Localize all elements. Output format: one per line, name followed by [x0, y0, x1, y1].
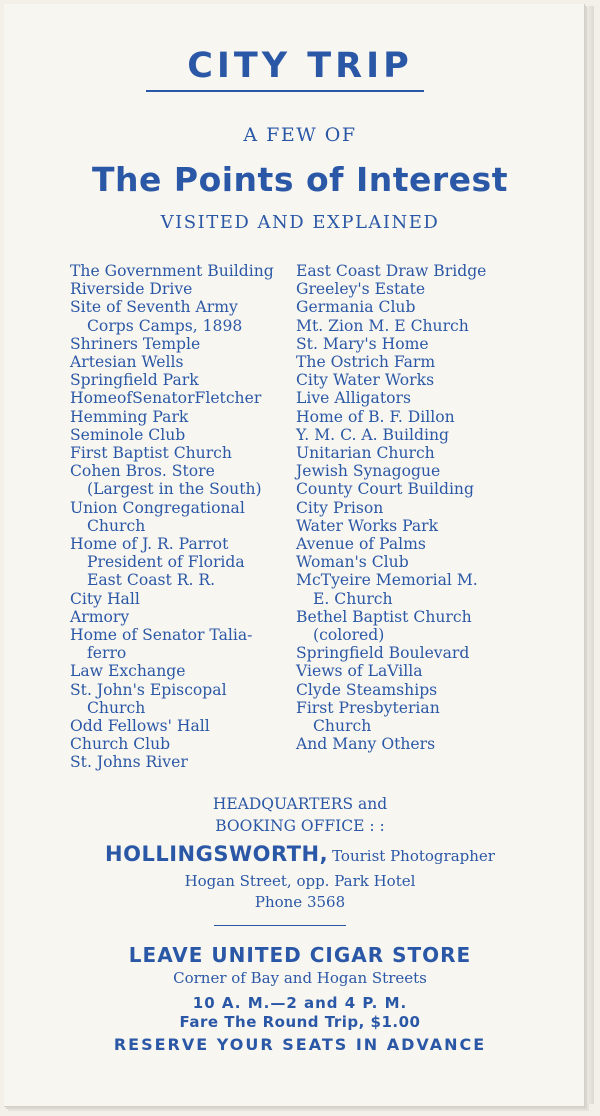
point-of-interest: St. Johns River	[70, 753, 188, 772]
headline: The Points of Interest	[92, 160, 508, 199]
point-of-interest: Greeley's Estate	[296, 280, 426, 299]
point-of-interest: Y. M. C. A. Building	[296, 425, 450, 444]
point-of-interest: Church Club	[70, 735, 171, 754]
point-of-interest: East Coast Draw Bridge	[296, 262, 487, 280]
photographer-name: HOLLINGSWORTH,	[105, 842, 329, 866]
point-of-interest: City Prison	[296, 498, 384, 517]
points-right-column	[296, 262, 511, 753]
point-of-interest: ferro	[87, 644, 127, 663]
departure-times: 10 A. M.—2 and 4 P. M.	[192, 994, 408, 1012]
point-of-interest: Water Works Park	[296, 516, 439, 535]
reserve-notice: RESERVE YOUR SEATS IN ADVANCE	[113, 1035, 487, 1054]
point-of-interest: Mt. Zion M. E Church	[296, 316, 469, 335]
point-of-interest: Shriners Temple	[70, 334, 201, 353]
point-of-interest: Artesian Wells	[70, 353, 184, 372]
points-left-column	[70, 262, 290, 772]
point-of-interest: Germania Club	[296, 298, 416, 317]
point-of-interest: The Ostrich Farm	[296, 353, 436, 372]
point-of-interest: Avenue of Palms	[296, 535, 426, 554]
point-of-interest: Hemming Park	[70, 407, 189, 426]
title-underline	[146, 90, 424, 92]
point-of-interest: Seminole Club	[70, 425, 186, 444]
point-of-interest: Corps Camps, 1898	[87, 316, 243, 335]
point-of-interest: Church	[87, 698, 146, 717]
point-of-interest: Odd Fellows' Hall	[70, 717, 210, 736]
point-of-interest: First Baptist Church	[70, 444, 232, 463]
point-of-interest: County Court Building	[296, 480, 474, 499]
point-of-interest: Springfield Park	[70, 371, 199, 390]
point-of-interest: First Presbyterian	[296, 698, 440, 717]
point-of-interest: Church	[313, 717, 372, 736]
point-of-interest: St. John's Episcopal	[70, 680, 227, 699]
point-of-interest: Bethel Baptist Church	[296, 607, 472, 626]
point-of-interest: Unitarian Church	[296, 444, 435, 463]
fare: Fare The Round Trip, $1.00	[179, 1013, 421, 1031]
headquarters-line: HEADQUARTERS and	[212, 795, 388, 813]
point-of-interest: Riverside Drive	[70, 280, 193, 299]
point-of-interest: Jewish Synagogue	[296, 462, 441, 481]
point-of-interest: City Hall	[70, 589, 140, 608]
point-of-interest: Site of Seventh Army	[70, 298, 238, 317]
point-of-interest: Clyde Steamships	[296, 680, 438, 699]
section-divider	[214, 925, 346, 926]
photographer-role: Tourist Photographer	[332, 847, 495, 865]
point-of-interest: Woman's Club	[296, 553, 409, 572]
point-of-interest: The Government Building	[70, 262, 274, 280]
point-of-interest: McTyeire Memorial M.	[296, 571, 478, 590]
photographer-line	[0, 842, 600, 866]
point-of-interest: East Coast R. R.	[87, 571, 216, 590]
point-of-interest: Union Congregational	[70, 498, 245, 517]
point-of-interest: Live Alligators	[296, 389, 411, 408]
point-of-interest: St. Mary's Home	[296, 334, 429, 353]
point-of-interest: Home of B. F. Dillon	[296, 407, 455, 426]
point-of-interest: Law Exchange	[70, 662, 186, 681]
point-of-interest: E. Church	[313, 589, 393, 608]
office-address: Hogan Street, opp. Park Hotel	[184, 872, 416, 890]
point-of-interest: Armory	[70, 607, 130, 626]
point-of-interest: Home of J. R. Parrot	[70, 535, 229, 554]
point-of-interest: President of Florida	[87, 553, 245, 572]
point-of-interest: Church	[87, 516, 146, 535]
departure-corner: Corner of Bay and Hogan Streets	[173, 969, 427, 987]
point-of-interest: (Largest in the South)	[87, 480, 262, 499]
kicker: A FEW OF	[243, 124, 357, 146]
office-phone: Phone 3568	[254, 893, 346, 911]
booking-office-line: BOOKING OFFICE : :	[215, 817, 385, 835]
point-of-interest: Springfield Boulevard	[296, 644, 470, 663]
point-of-interest: Cohen Bros. Store	[70, 462, 215, 481]
point-of-interest: City Water Works	[296, 371, 435, 390]
title: CITY TRIP	[187, 46, 413, 86]
point-of-interest: (colored)	[313, 626, 385, 645]
point-of-interest: HomeofSenatorFletcher	[70, 389, 262, 408]
point-of-interest: Views of LaVilla	[296, 662, 423, 681]
subhead: VISITED AND EXPLAINED	[160, 212, 440, 233]
point-of-interest: Home of Senator Talia-	[70, 626, 253, 645]
point-of-interest: And Many Others	[296, 735, 436, 754]
departure-point: LEAVE UNITED CIGAR STORE	[128, 943, 472, 967]
